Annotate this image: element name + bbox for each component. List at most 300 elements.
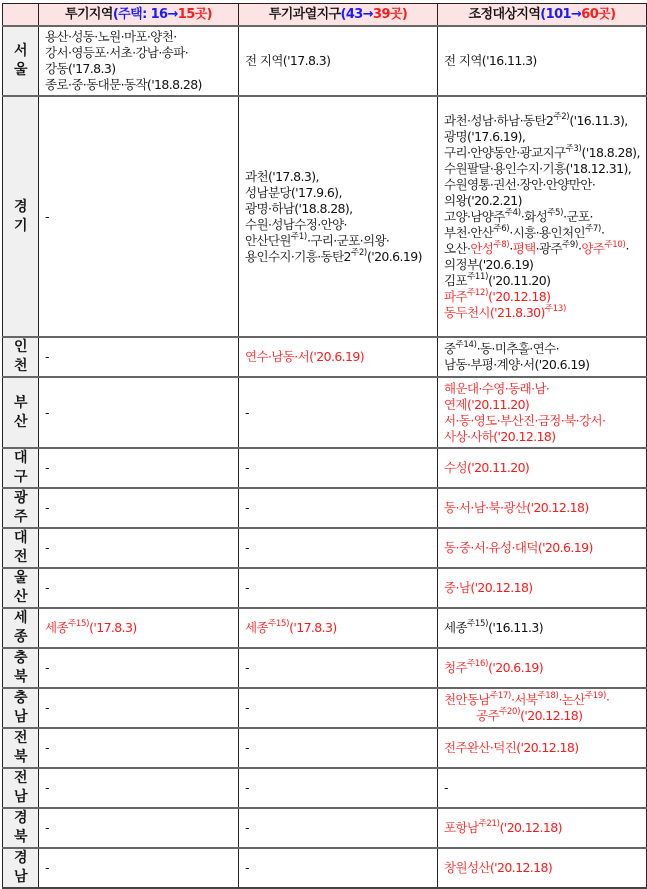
footnote-ref: 주16) (466, 659, 489, 669)
text-segment: ·광주 (535, 240, 562, 256)
region-char: 북 (14, 749, 27, 765)
text-segment: - (45, 580, 49, 595)
adjustment-area-cell (438, 488, 647, 528)
cell-line (444, 257, 640, 273)
cell-line (245, 860, 431, 876)
overheated-district-cell (239, 377, 438, 448)
text-segment: - (245, 780, 249, 795)
cell-line (444, 413, 640, 429)
region-char: 남 (14, 869, 27, 885)
adjustment-area-cell (438, 377, 647, 448)
overheated-district-cell (239, 648, 438, 688)
region-char: 경 (14, 850, 27, 866)
footnote-ref: 주15) (67, 619, 90, 629)
text-segment: 투기과열지구 (268, 6, 341, 22)
text-segment: - (45, 780, 49, 795)
cell-line (45, 540, 232, 556)
cell-line (45, 780, 232, 796)
cell-line (444, 161, 640, 177)
speculation-zone-cell (39, 608, 239, 648)
table-row (3, 848, 647, 888)
text-segment: ('20.12.18) (488, 288, 551, 304)
table-row (3, 768, 647, 808)
cell-line (45, 820, 232, 836)
speculation-zone-cell (39, 448, 239, 488)
region-char: 주 (14, 509, 27, 525)
text-segment: 세종 (45, 620, 68, 635)
cell-line (444, 193, 640, 209)
text-segment: 파주 (444, 288, 467, 304)
region-char: 남 (14, 709, 27, 725)
cell-line (45, 209, 232, 225)
cell-line (245, 580, 431, 596)
text-segment: - (245, 860, 249, 875)
region-label (3, 848, 39, 888)
text-segment: 포항남 (444, 820, 479, 835)
text-segment: 구리·안양동안·광교지구 (444, 144, 566, 160)
overheated-district-cell (239, 728, 438, 768)
cell-line (245, 660, 431, 676)
cell-line (245, 820, 431, 836)
footnote-ref: 주11) (466, 271, 489, 282)
text-segment: 투기지역 (64, 6, 113, 22)
text-segment: 성남분당('17.9.6), (245, 184, 342, 200)
text-segment: - (45, 860, 49, 875)
text-segment: 평택 (512, 240, 536, 256)
text-segment: - (245, 700, 249, 715)
text-segment: · (509, 240, 513, 256)
text-segment: 동·중·서·유성·대덕('20.6.19) (444, 540, 593, 555)
text-segment: 공주 (476, 708, 499, 723)
text-segment: 서·동·영도·부산진·금정·북·강서· (444, 412, 606, 428)
cell-line (45, 460, 232, 476)
speculation-zone-cell (39, 568, 239, 608)
region-char: 광 (14, 490, 27, 506)
text-segment: ('17.8.3) (89, 620, 137, 635)
text-segment: - (45, 740, 49, 755)
text-segment: ·화성 (520, 208, 548, 224)
cell-line (444, 397, 640, 413)
cell-line (245, 233, 431, 249)
cell-line (245, 460, 431, 476)
cell-line (45, 29, 232, 45)
text-segment: - (245, 500, 249, 515)
overheated-district-cell (239, 337, 438, 377)
text-segment: ('20.6.19) (366, 248, 422, 264)
text-segment: 60곳) (581, 6, 616, 22)
cell-line (444, 540, 640, 556)
text-segment: ('20.12.18) (499, 820, 562, 835)
footnote-ref: 주20) (498, 707, 521, 717)
text-segment: 39곳) (373, 6, 408, 22)
cell-line (245, 620, 431, 636)
text-segment: (101→ (540, 6, 582, 22)
cell-line (45, 860, 232, 876)
adjustment-area-cell (438, 768, 647, 808)
header-overheated-district (239, 4, 438, 27)
text-segment: 남동·부평·계양·서('20.6.19) (444, 357, 590, 372)
text-segment: 과천·성남·하남·동탄2 (444, 112, 554, 128)
text-segment: · (600, 224, 605, 240)
speculation-zone-cell (39, 337, 239, 377)
text-segment: 광명('17.6.19), (444, 128, 526, 144)
cell-line (444, 692, 640, 708)
region-label (3, 808, 39, 848)
cell-line (444, 740, 640, 756)
table-row (3, 96, 647, 337)
text-segment: - (245, 460, 249, 475)
region-char: 충 (14, 690, 27, 706)
cell-line (444, 500, 640, 516)
overheated-district-cell (239, 448, 438, 488)
cell-line (45, 45, 232, 61)
region-char: 울 (14, 570, 27, 586)
text-segment: (43→ (340, 6, 374, 22)
text-segment: - (245, 660, 249, 675)
adjustment-area-cell (438, 648, 647, 688)
text-segment: - (45, 460, 49, 475)
text-segment: - (45, 540, 49, 555)
region-label (3, 337, 39, 377)
region-label (3, 608, 39, 648)
region-char: 부 (14, 394, 27, 411)
cell-line (444, 289, 640, 305)
region-char: 서 (14, 43, 27, 59)
footnote-ref: 주12) (466, 287, 489, 298)
text-segment: 강동('17.8.3) (45, 61, 116, 76)
cell-line (444, 580, 640, 596)
cell-line (444, 53, 640, 69)
text-segment: 천안동남 (444, 692, 490, 707)
cell-line (45, 349, 232, 365)
region-label (3, 768, 39, 808)
cell-line (245, 405, 431, 421)
overheated-district-cell (239, 488, 438, 528)
text-segment: ·시흥·용인처인 (509, 224, 585, 240)
text-segment: - (45, 820, 49, 835)
cell-line (444, 241, 640, 257)
cell-line (444, 145, 640, 161)
text-segment: 연수·남동·서('20.6.19) (245, 349, 365, 364)
text-segment: - (245, 580, 249, 595)
adjustment-area-cell (438, 608, 647, 648)
cell-line (444, 660, 640, 676)
cell-line (245, 740, 431, 756)
text-segment: · (578, 240, 582, 256)
region-label (3, 26, 39, 96)
cell-line (444, 820, 640, 836)
footnote-ref: 주6) (493, 223, 510, 234)
overheated-district-cell (239, 768, 438, 808)
cell-line (444, 209, 640, 225)
text-segment: 광명·하남('18.8.28), (245, 200, 353, 216)
text-segment: ('20.6.19) (488, 660, 544, 675)
text-segment: - (45, 208, 49, 224)
cell-line (245, 249, 431, 265)
text-segment: 곳) (194, 6, 213, 22)
table-row (3, 608, 647, 648)
cell-line (444, 341, 640, 357)
speculation-zone-cell (39, 848, 239, 888)
cell-line (444, 357, 640, 373)
text-segment: 세종 (245, 620, 268, 635)
table-row (3, 528, 647, 568)
region-label (3, 488, 39, 528)
text-segment: 오산· (444, 240, 471, 256)
text-segment: 수원팔달·용인수지·기흥('18.12.31), (444, 160, 632, 176)
footnote-ref: 주13) (544, 303, 566, 314)
region-label (3, 568, 39, 608)
text-segment: 안성 (470, 240, 494, 256)
speculation-zone-cell (39, 26, 239, 96)
cell-line (444, 780, 640, 796)
text-segment: (주택: 16→ (112, 6, 178, 22)
adjustment-area-cell (438, 568, 647, 608)
region-char: 충 (14, 650, 27, 666)
text-segment: - (45, 700, 49, 715)
text-segment: 15 (177, 6, 195, 22)
footnote-ref: 주4) (504, 207, 521, 218)
table-body (3, 26, 647, 888)
text-segment: - (245, 404, 249, 420)
cell-line (245, 500, 431, 516)
region-char: 산 (14, 589, 27, 605)
cell-line (245, 780, 431, 796)
cell-line (45, 77, 232, 93)
speculation-zone-cell (39, 808, 239, 848)
text-segment: 양주 (581, 240, 605, 256)
header-row (3, 4, 647, 27)
footnote-ref: 주3) (565, 143, 582, 154)
adjustment-area-cell (438, 26, 647, 96)
text-segment: ('20.12.18) (520, 708, 583, 723)
cell-line (444, 273, 640, 289)
cell-line (444, 620, 640, 636)
speculation-zone-cell (39, 488, 239, 528)
text-segment: 고양·남양주 (444, 208, 505, 224)
cell-line (245, 217, 431, 233)
text-segment: 강서·영등포·서초·강남·송파· (45, 45, 189, 60)
footnote-ref: 주21) (478, 819, 500, 829)
text-segment: - (45, 349, 49, 364)
text-segment: 중·남('20.12.18) (444, 580, 533, 595)
text-segment: 수원영통·권선·장안·안양만안· (444, 176, 596, 192)
speculation-zone-cell (39, 528, 239, 568)
cell-line (45, 620, 232, 636)
footnote-ref: 주2) (350, 247, 367, 258)
text-segment: 중 (444, 341, 456, 356)
cell-line (245, 185, 431, 201)
text-segment: 청주 (444, 660, 467, 675)
header-speculation-zone (39, 4, 239, 27)
footnote-ref: 주2) (553, 111, 570, 122)
text-segment: 의정부('20.6.19) (444, 256, 534, 272)
text-segment: 용산·성동·노원·마포·양천· (45, 29, 177, 44)
region-char: 경 (14, 810, 27, 826)
text-segment: 조정대상지역 (468, 6, 541, 22)
region-char: 경 (14, 198, 27, 215)
cell-line (444, 860, 640, 876)
footnote-ref: 주14) (455, 340, 477, 350)
cell-line (444, 305, 640, 321)
footnote-ref: 주5) (547, 207, 564, 218)
speculation-zone-cell (39, 728, 239, 768)
adjustment-area-cell (438, 848, 647, 888)
text-segment: 용인수지·기흥·동탄2 (245, 248, 351, 264)
adjustment-area-cell (438, 96, 647, 337)
text-segment: ·서북 (511, 692, 538, 707)
footnote-ref: 주19) (584, 691, 607, 701)
table-row (3, 568, 647, 608)
text-segment: ('16.11.3) (488, 620, 544, 635)
text-segment: ('20.11.20) (488, 272, 551, 288)
table-row (3, 728, 647, 768)
region-char: 대 (14, 450, 27, 466)
footnote-ref: 주7) (584, 223, 601, 234)
table-row (3, 337, 647, 377)
text-segment: 과천('17.8.3), (245, 168, 319, 184)
cell-line (45, 61, 232, 77)
text-segment: ·구리·군포·의왕· (306, 232, 390, 248)
text-segment: - (245, 540, 249, 555)
region-char: 산 (14, 413, 27, 430)
table-row (3, 448, 647, 488)
cell-line (245, 53, 431, 69)
speculation-zone-cell (39, 688, 239, 728)
region-char: 구 (14, 469, 27, 485)
overheated-district-cell (239, 688, 438, 728)
header-corner (3, 4, 39, 27)
text-segment: - (45, 660, 49, 675)
overheated-district-cell (239, 568, 438, 608)
table-row (3, 26, 647, 96)
text-segment: 종로·중·동대문·동작('18.8.28) (45, 77, 202, 92)
region-label (3, 96, 39, 337)
region-char: 전 (14, 730, 27, 746)
table-row (3, 688, 647, 728)
text-segment: - (45, 500, 49, 515)
footnote-ref: 주15) (466, 619, 489, 629)
text-segment: 세종 (444, 620, 467, 635)
region-char: 북 (14, 669, 27, 685)
cell-line (45, 660, 232, 676)
overheated-district-cell (239, 26, 438, 96)
region-label (3, 377, 39, 448)
region-label (3, 728, 39, 768)
adjustment-area-cell (438, 337, 647, 377)
cell-line (245, 700, 431, 716)
speculation-zone-cell (39, 768, 239, 808)
cell-line (245, 540, 431, 556)
cell-line (45, 580, 232, 596)
cell-line (444, 113, 640, 129)
text-segment: 전 지역('16.11.3) (444, 53, 537, 68)
cell-line (45, 405, 232, 421)
text-segment: 창원성산('20.12.18) (444, 860, 553, 875)
speculation-zone-cell (39, 96, 239, 337)
text-segment: 김포 (444, 272, 467, 288)
cell-line (245, 349, 431, 365)
region-label (3, 528, 39, 568)
region-char: 전 (14, 770, 27, 786)
region-char: 천 (14, 358, 27, 374)
table-row (3, 648, 647, 688)
region-label (3, 688, 39, 728)
text-segment: ('17.8.3) (289, 620, 337, 635)
footnote-ref: 주18) (537, 691, 559, 701)
text-segment: ·논산 (558, 692, 585, 707)
adjustment-area-cell (438, 728, 647, 768)
text-segment: 수원·성남수정·안양· (245, 216, 347, 232)
header-adjustment-target-area (438, 4, 647, 27)
cell-line (45, 740, 232, 756)
text-segment: 안산단원 (245, 232, 291, 248)
text-segment: 전 지역('17.8.3) (245, 53, 331, 68)
region-char: 종 (14, 629, 27, 645)
adjustment-area-cell (438, 448, 647, 488)
text-segment: 사상·사하('20.12.18) (444, 428, 556, 444)
adjustment-area-cell (438, 528, 647, 568)
footnote-ref: 주10) (604, 239, 626, 250)
footnote-ref: 주9) (561, 239, 579, 250)
cell-line (245, 201, 431, 217)
footnote-ref: 주1) (290, 231, 307, 242)
speculation-zone-cell (39, 648, 239, 688)
cell-line (45, 500, 232, 516)
text-segment: ·동·미추홀·연수· (476, 341, 559, 356)
speculation-zone-cell (39, 377, 239, 448)
region-char: 북 (14, 829, 27, 845)
cell-line (444, 381, 640, 397)
footnote-ref: 주8) (493, 239, 510, 250)
text-segment: ·군포· (563, 208, 593, 224)
text-segment: 동두천시('21.8.30) (444, 304, 545, 320)
overheated-district-cell (239, 528, 438, 568)
adjustment-area-cell (438, 688, 647, 728)
text-segment: · (606, 692, 610, 707)
text-segment: 동·서·남·북·광산('20.12.18) (444, 500, 589, 515)
text-segment: 연제('20.11.20) (444, 396, 530, 412)
text-segment: 의왕('20.2.21) (444, 192, 522, 208)
text-segment: · (625, 240, 629, 256)
text-segment: ('16.11.3), (569, 112, 628, 128)
text-segment: 전주완산·덕진('20.12.18) (444, 740, 579, 755)
text-segment: 부천·안산 (444, 224, 494, 240)
text-segment: 수성('20.11.20) (444, 460, 530, 475)
region-char: 남 (14, 789, 27, 805)
cell-line (245, 169, 431, 185)
overheated-district-cell (239, 808, 438, 848)
overheated-district-cell (239, 608, 438, 648)
adjustment-area-cell (438, 808, 647, 848)
footnote-ref: 주17) (489, 691, 512, 701)
text-segment: 해운대·수영·동래·남· (444, 380, 550, 396)
cell-line (444, 460, 640, 476)
region-char: 기 (14, 217, 27, 234)
region-char: 울 (14, 62, 27, 78)
footnote-ref: 주15) (267, 619, 290, 629)
cell-line (444, 429, 640, 445)
cell-line (45, 700, 232, 716)
cell-line (444, 708, 640, 724)
overheated-district-cell (239, 96, 438, 337)
table-row (3, 488, 647, 528)
overheated-district-cell (239, 848, 438, 888)
region-char: 전 (14, 549, 27, 565)
text-segment: - (245, 740, 249, 755)
text-segment: - (45, 404, 49, 420)
region-char: 세 (14, 610, 27, 626)
